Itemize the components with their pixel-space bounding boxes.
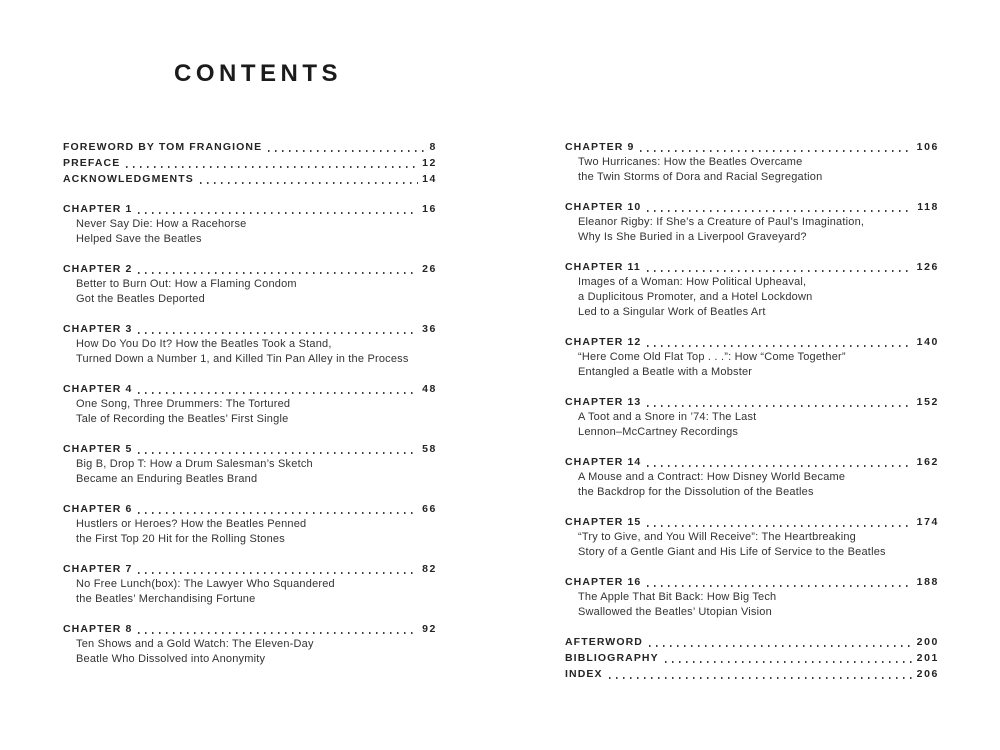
toc-entry-row	[565, 666, 939, 682]
dot-leader	[138, 572, 418, 574]
subtitle-line: Swallowed the Beatles’ Utopian Vision	[578, 606, 772, 618]
toc-entry-row	[63, 561, 437, 577]
entry-label: CHAPTER 11	[565, 261, 641, 273]
entry-label: CHAPTER 6	[63, 503, 133, 515]
dot-leader	[126, 166, 418, 168]
toc-entry-row	[63, 171, 437, 187]
entry-label: CHAPTER 13	[565, 396, 642, 408]
toc-entry	[565, 199, 939, 245]
subtitle-line: the Beatles’ Merchandising Fortune	[76, 593, 256, 605]
entry-page-number: 152	[916, 396, 939, 408]
toc-entry	[565, 394, 939, 440]
subtitle-line: Story of a Gentle Giant and His Life of Service to the Beatles	[578, 546, 886, 558]
entry-label: CHAPTER 2	[63, 263, 133, 275]
subtitle-line: “Try to Give, and You Will Receive”: The Heartbreaking	[578, 531, 856, 543]
dot-leader	[138, 512, 418, 514]
entry-subtitle	[578, 350, 939, 380]
entry-subtitle	[76, 457, 437, 487]
toc-entry	[565, 514, 939, 560]
toc-entry	[63, 139, 437, 155]
toc-entry-row	[565, 139, 939, 155]
entry-page-number: 140	[916, 336, 939, 348]
toc-entry-row	[63, 621, 437, 637]
entry-label: CHAPTER 4	[63, 383, 133, 395]
entry-subtitle	[578, 215, 939, 245]
subtitle-line: Never Say Die: How a Racehorse	[76, 218, 247, 230]
subtitle-line: Got the Beatles Deported	[76, 293, 205, 305]
toc-entry	[565, 334, 939, 380]
dot-leader	[665, 661, 913, 663]
subtitle-line: “Here Come Old Flat Top . . .”: How “Come Together”	[578, 351, 846, 363]
entry-subtitle	[76, 577, 437, 607]
dot-leader	[649, 645, 913, 647]
dot-leader	[268, 150, 425, 152]
toc-entry-row	[63, 261, 437, 277]
entry-page-number: 12	[422, 157, 437, 169]
toc-entry-row	[565, 514, 939, 530]
toc-entry	[565, 574, 939, 620]
entry-page-number: 66	[422, 503, 437, 515]
entry-subtitle	[76, 277, 437, 307]
dot-leader	[647, 270, 913, 272]
entry-label: CHAPTER 9	[565, 141, 635, 153]
toc-entry	[565, 634, 939, 650]
entry-subtitle	[76, 217, 437, 247]
toc-entry	[565, 666, 939, 682]
subtitle-line: Two Hurricanes: How the Beatles Overcame	[578, 156, 803, 168]
entry-page-number: 162	[916, 456, 939, 468]
entry-label: CHAPTER 1	[63, 203, 133, 215]
entry-subtitle	[76, 637, 437, 667]
entry-subtitle	[578, 275, 939, 320]
toc-entry	[63, 201, 437, 247]
subtitle-line: Eleanor Rigby: If She’s a Creature of Paul’s Imagination,	[578, 216, 865, 228]
entry-page-number: 126	[916, 261, 939, 273]
dot-leader	[138, 452, 418, 454]
toc-column-right	[565, 139, 939, 682]
entry-page-number: 118	[917, 201, 939, 213]
entry-page-number: 201	[916, 652, 939, 664]
dot-leader	[138, 632, 418, 634]
entry-page-number: 200	[916, 636, 939, 648]
toc-entry	[63, 171, 437, 187]
toc-entry	[565, 139, 939, 185]
subtitle-line: Helped Save the Beatles	[76, 233, 202, 245]
entry-subtitle	[76, 337, 437, 367]
subtitle-line: Why Is She Buried in a Liverpool Graveyard?	[578, 231, 807, 243]
entry-label: CHAPTER 7	[63, 563, 133, 575]
subtitle-line: A Mouse and a Contract: How Disney World Became	[578, 471, 846, 483]
dot-leader	[138, 272, 418, 274]
entry-page-number: 16	[422, 203, 437, 215]
toc-entry	[63, 321, 437, 367]
entry-page-number: 206	[916, 668, 939, 680]
dot-leader	[647, 585, 912, 587]
subtitle-line: How Do You Do It? How the Beatles Took a Stand,	[76, 338, 332, 350]
entry-label: CHAPTER 12	[565, 336, 642, 348]
dot-leader	[647, 210, 913, 212]
entry-page-number: 36	[422, 323, 437, 335]
entry-page-number: 174	[916, 516, 939, 528]
toc-entry-row	[63, 155, 437, 171]
subtitle-line: Entangled a Beatle with a Mobster	[578, 366, 753, 378]
entry-label: CHAPTER 15	[565, 516, 642, 528]
toc-entry	[63, 381, 437, 427]
entry-page-number: 8	[429, 141, 437, 153]
entry-label: AFTERWORD	[565, 636, 643, 648]
dot-leader	[640, 150, 912, 152]
entry-subtitle	[578, 470, 939, 500]
entry-subtitle	[578, 155, 939, 185]
toc-entry	[63, 561, 437, 607]
toc-entry-row	[565, 650, 939, 666]
entry-label: INDEX	[565, 668, 603, 680]
dot-leader	[647, 345, 912, 347]
subtitle-line: the First Top 20 Hit for the Rolling Stones	[76, 533, 285, 545]
subtitle-line: Led to a Singular Work of Beatles Art	[578, 306, 766, 318]
subtitle-line: Images of a Woman: How Political Upheaval,	[578, 276, 807, 288]
toc-entry	[565, 650, 939, 666]
toc-entry-row	[565, 394, 939, 410]
subtitle-line: the Twin Storms of Dora and Racial Segregation	[578, 171, 823, 183]
entry-subtitle	[76, 517, 437, 547]
subtitle-line: Hustlers or Heroes? How the Beatles Penned	[76, 518, 307, 530]
entry-page-number: 26	[422, 263, 437, 275]
toc-entry-row	[565, 334, 939, 350]
toc-column-left	[63, 139, 437, 681]
entry-label: CHAPTER 8	[63, 623, 133, 635]
entry-label: PREFACE	[63, 157, 121, 169]
toc-entry	[565, 259, 939, 320]
dot-leader	[647, 525, 912, 527]
toc-entry-row	[565, 199, 939, 215]
subtitle-line: Tale of Recording the Beatles’ First Single	[76, 413, 289, 425]
entry-label: CHAPTER 3	[63, 323, 133, 335]
toc-entry-row	[63, 441, 437, 457]
toc-entry-row	[565, 634, 939, 650]
entry-page-number: 188	[916, 576, 939, 588]
dot-leader	[609, 677, 913, 679]
entry-page-number: 14	[422, 173, 437, 185]
toc-entry-row	[565, 259, 939, 275]
entry-label: CHAPTER 16	[565, 576, 642, 588]
dot-leader	[200, 182, 418, 184]
toc-entry	[63, 441, 437, 487]
subtitle-line: Ten Shows and a Gold Watch: The Eleven-Day	[76, 638, 314, 650]
subtitle-line: Turned Down a Number 1, and Killed Tin Pan Alley in the Process	[76, 353, 409, 365]
dot-leader	[138, 392, 418, 394]
toc-entry	[63, 501, 437, 547]
toc-entry-row	[565, 454, 939, 470]
entry-subtitle	[76, 397, 437, 427]
toc-entry	[63, 261, 437, 307]
subtitle-line: the Backdrop for the Dissolution of the Beatles	[578, 486, 814, 498]
subtitle-line: One Song, Three Drummers: The Tortured	[76, 398, 291, 410]
toc-entry	[63, 621, 437, 667]
toc-entry-row	[63, 321, 437, 337]
subtitle-line: The Apple That Bit Back: How Big Tech	[578, 591, 777, 603]
page-title: CONTENTS	[174, 60, 342, 87]
toc-entry-row	[63, 501, 437, 517]
entry-subtitle	[578, 410, 939, 440]
entry-page-number: 58	[422, 443, 437, 455]
entry-page-number: 106	[916, 141, 939, 153]
toc-entry-row	[63, 139, 437, 155]
subtitle-line: a Duplicitous Promoter, and a Hotel Lockdown	[578, 291, 813, 303]
entry-label: CHAPTER 5	[63, 443, 133, 455]
entry-page-number: 92	[422, 623, 437, 635]
entry-page-number: 48	[422, 383, 437, 395]
entry-label: CHAPTER 14	[565, 456, 642, 468]
subtitle-line: Became an Enduring Beatles Brand	[76, 473, 258, 485]
entry-label: ACKNOWLEDGMENTS	[63, 173, 194, 185]
toc-entry	[565, 454, 939, 500]
subtitle-line: No Free Lunch(box): The Lawyer Who Squandered	[76, 578, 335, 590]
subtitle-line: A Toot and a Snore in ’74: The Last	[578, 411, 757, 423]
entry-label: FOREWORD BY TOM FRANGIONE	[63, 141, 263, 153]
dot-leader	[138, 212, 418, 214]
toc-entry-row	[63, 381, 437, 397]
toc-entry-row	[565, 574, 939, 590]
toc-entry	[63, 155, 437, 171]
entry-subtitle	[578, 590, 939, 620]
subtitle-line: Better to Burn Out: How a Flaming Condom	[76, 278, 297, 290]
subtitle-line: Lennon–McCartney Recordings	[578, 426, 739, 438]
entry-label: BIBLIOGRAPHY	[565, 652, 659, 664]
dot-leader	[647, 405, 912, 407]
dot-leader	[138, 332, 418, 334]
entry-subtitle	[578, 530, 939, 560]
subtitle-line: Beatle Who Dissolved into Anonymity	[76, 653, 266, 665]
entry-label: CHAPTER 10	[565, 201, 642, 213]
entry-page-number: 82	[422, 563, 437, 575]
dot-leader	[647, 465, 912, 467]
toc-entry-row	[63, 201, 437, 217]
subtitle-line: Big B, Drop T: How a Drum Salesman’s Sketch	[76, 458, 313, 470]
